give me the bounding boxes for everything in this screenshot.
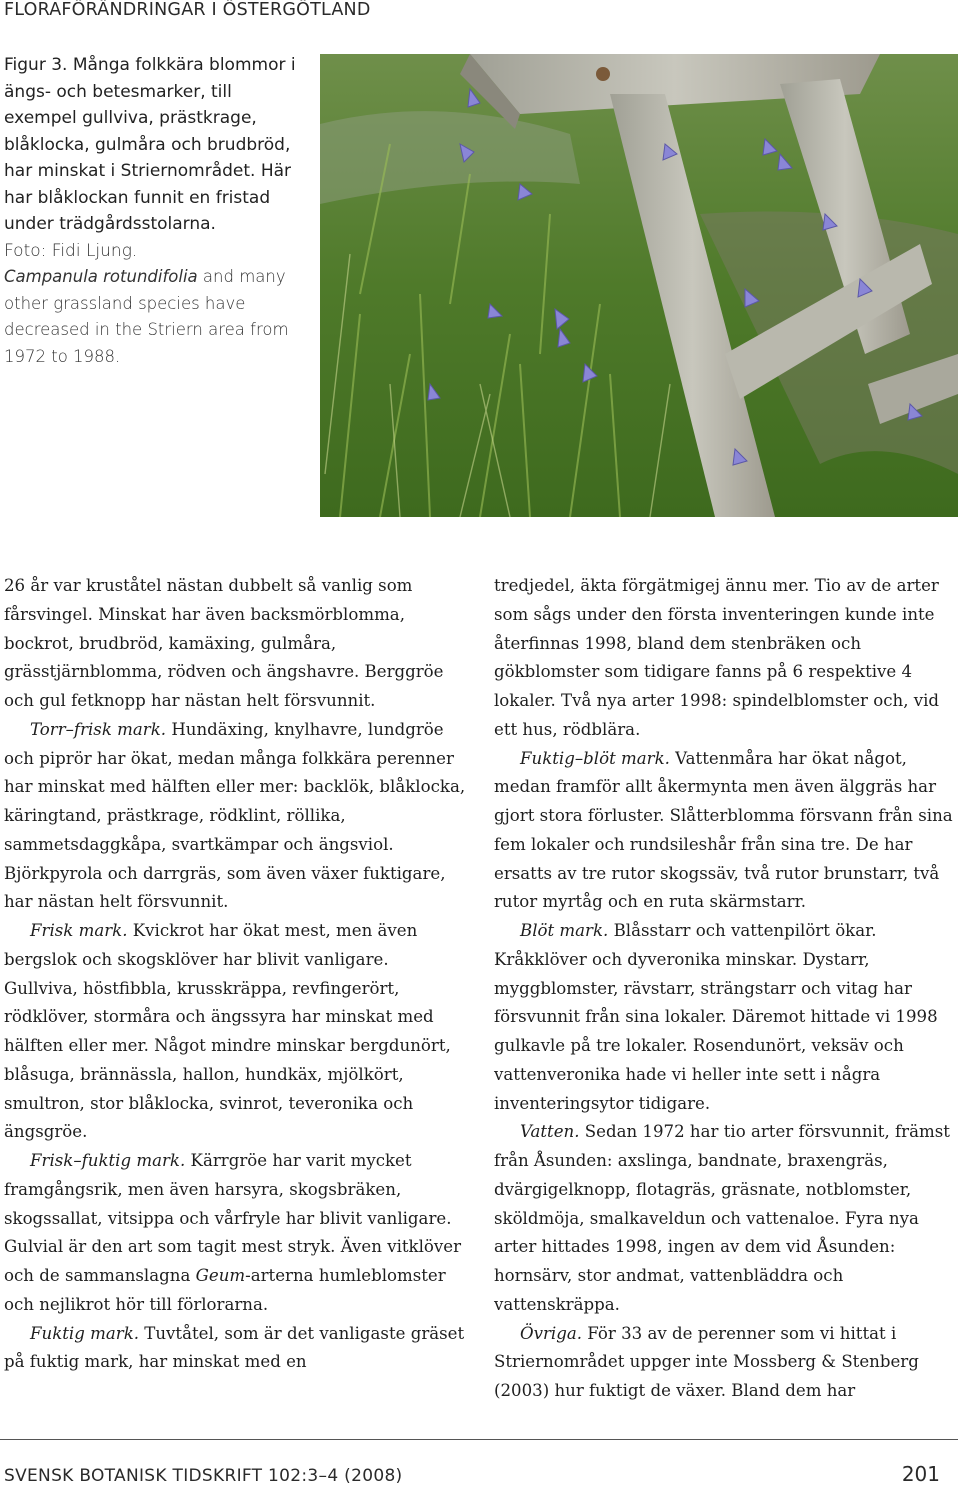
paragraph: [494, 1118, 956, 1319]
paragraph: [494, 1320, 956, 1406]
paragraph-text-end: -arterna humleblomster och nejlikrot hör till förlorarna.: [4, 1266, 446, 1314]
caption-english: [4, 264, 304, 370]
caption-english-rest: and many other grassland species have decreased in the Striern area from 1972 to 1988.: [4, 267, 289, 366]
figure-photo: [320, 54, 958, 517]
paragraph: [4, 1320, 466, 1378]
species-name: Campanula rotundifolia: [4, 267, 198, 286]
habitat-heading: Övriga.: [520, 1323, 583, 1343]
paragraph-text: Hundäxing, knylhavre, lundgröe och piprör har ökat, medan många folkkära perenner har minskat med hälften eller mer: backlök, blåklocka, käringtand, prästkrage, rödklint, röllika, sammetsdaggkåpa, svartkämpar och ängsviol. Björkpyrola och darrgräs, som även växer fuktigare, har nästan helt försvunnit.: [4, 719, 466, 912]
paragraph: [494, 745, 956, 918]
habitat-heading: Blöt mark.: [520, 921, 609, 940]
paragraph: [4, 572, 466, 716]
paragraph: [4, 1147, 466, 1320]
body-column-right: [494, 572, 956, 1406]
paragraph-text: Kärrgröe har varit mycket framgångsrik, men även harsyra, skogsbräken, skogssallat, vitsippa och vårfryle har blivit vanligare. Gulvial är den art som tagit mest stryk. Även vitklöver och de sammanslagna: [4, 1151, 462, 1285]
paragraph-text: Tuvtåtel, som är det vanligaste gräset på fuktig mark, har minskat med en: [4, 1323, 465, 1372]
page-number: 201: [901, 1462, 940, 1486]
habitat-heading: Fuktig–blöt mark.: [520, 748, 670, 768]
paragraph-text: Kvickrot har ökat mest, men även bergslok och skogsklöver har blivit vanligare. Gullviva, höstfibbla, krusskräppa, revfingerört, rödklöver, stormåra och ängssyra har minskat med hälften eller mer. Något mindre minskar bergdunört, blåsuga, brännässla, hallon, hundkäx, mjölkört, smultron, stor blåklocka, svinrot, teveronika och ängsgröe.: [4, 921, 451, 1142]
photo-credit: Foto: Fidi Ljung.: [4, 240, 138, 261]
paragraph: [4, 917, 466, 1147]
caption-swedish: Figur 3. Många folkkära blommor i ängs- och betesmarker, till exempel gullviva, prästkrage, blåklocka, gulmåra och brudbröd, har minskat i Striernområdet. Här har blåklockan funnit en fristad under trädgårdsstolarna.: [4, 55, 296, 234]
figure-caption: [4, 52, 304, 370]
paragraph: [4, 716, 466, 917]
genus-name: Geum: [195, 1266, 246, 1285]
habitat-heading: Torr–frisk mark.: [30, 719, 167, 739]
paragraph-text: tredjedel, äkta förgätmigej ännu mer. Tio av de arter som sågs under den första inventeringen kunde inte återfinnas 1998, bland dem stenbräken och gökblomster som tidigare fanns på 6 respektive 4 lokaler. Två nya arter 1998: spindelblomster och, vid ett hus, rödblära.: [494, 576, 940, 739]
paragraph-text: 26 år var kruståtel nästan dubbelt så vanlig som fårsvingel. Minskat har även backsmörblomma, bockrot, brudbröd, kamäxing, gulmåra, grässtjärnblomma, rödven och ängshavre. Berggröe och gul fetknopp har nästan helt försvunnit.: [4, 576, 444, 710]
journal-citation: SVENSK BOTANISK TIDSKRIFT 102:3–4 (2008): [4, 1466, 403, 1486]
paragraph-text: Blåsstarr och vattenpilört ökar. Kråkklöver och dyveronika minskar. Dystarr, myggblomster, rävstarr, strängstarr och vitag har försvunnit från sina lokaler. Däremot hittade vi 1998 gulkavle på tre lokaler. Rosendunört, veksäv och vattenveronika hade vi heller inte sett i några inventeringsytor tidigare.: [494, 921, 938, 1113]
body-column-left: [4, 572, 466, 1377]
footer-rule: [0, 1439, 958, 1440]
habitat-heading: Fuktig mark.: [30, 1323, 140, 1343]
paragraph-text: Vattenmåra har ökat något, medan framför allt åkermynta men även älggräs har gjort stora förluster. Slåtterblomma försvann från sina fem lokaler och rundsileshår från sina tre. De har ersatts av tre rutor skogssäv, två rutor brunstarr, två rutor myrtåg och en ruta skärmstarr.: [494, 748, 953, 912]
photo-harebells-under-bench: [320, 54, 958, 517]
running-head: FLORAFÖRÄNDRINGAR I ÖSTERGÖTLAND: [4, 0, 371, 20]
paragraph: [494, 917, 956, 1118]
habitat-heading: Frisk mark.: [30, 921, 128, 940]
paragraph: [494, 572, 956, 745]
habitat-heading: Frisk–fuktig mark.: [30, 1151, 186, 1170]
paragraph-text: För 33 av de perenner som vi hittat i Striernområdet uppger inte Mossberg & Stenberg (2003) hur fuktigt de växer. Bland dem har: [494, 1323, 919, 1400]
paragraph-text: Sedan 1972 har tio arter försvunnit, främst från Åsunden: axslinga, bandnate, braxengräs, dvärgigelknopp, flotagräs, gräsnate, notblomster, sköldmöja, smalkaveldun och vattenaloe. Fyra nya arter hittades 1998, ingen av dem vid Åsunden: hornsärv, stor andmat, vattenbläddra och vattenskräppa.: [494, 1122, 950, 1314]
habitat-heading: Vatten.: [520, 1122, 580, 1142]
